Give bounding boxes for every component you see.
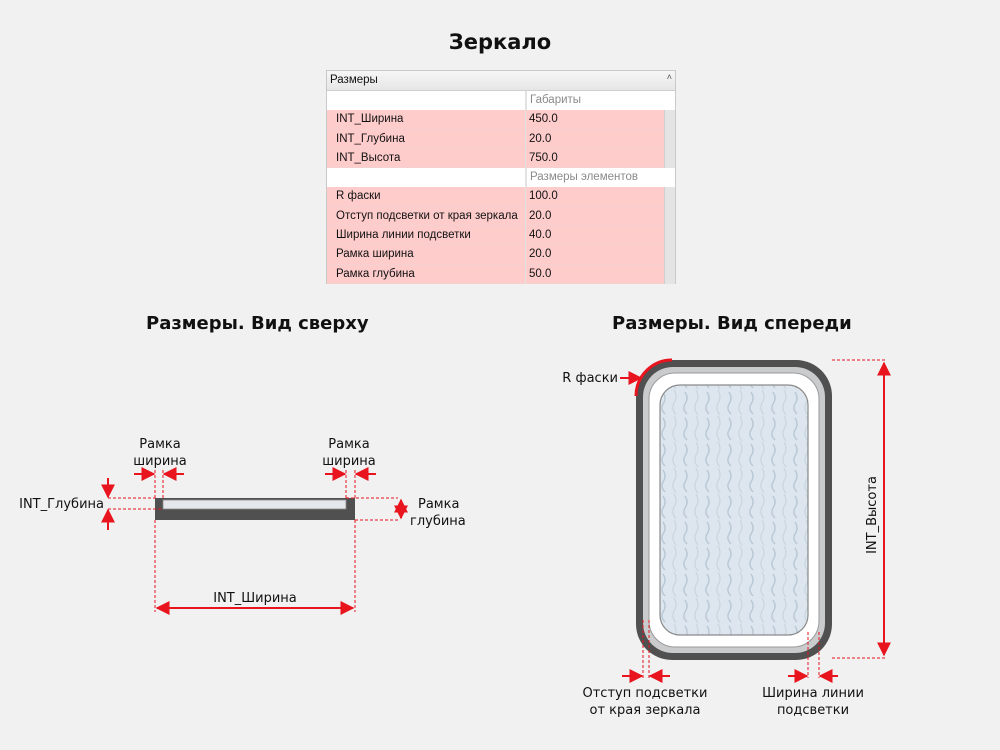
properties-group-label: Размеры	[330, 74, 378, 86]
label-frame-depth-2: глубина	[410, 514, 466, 529]
label-line-width-2: подсветки	[776, 703, 850, 718]
collapse-chevron-icon[interactable]: ˄	[666, 72, 672, 82]
front-mirror-glass	[660, 385, 808, 635]
label-line-width-1: Ширина линии	[762, 686, 864, 701]
group-label: Размеры элементов	[526, 168, 664, 187]
param-name: INT_Глубина	[327, 130, 526, 149]
label-frame-width-right-2: ширина	[322, 454, 376, 469]
front-view-diagram	[562, 360, 886, 718]
param-value[interactable]: 750.0	[526, 149, 664, 168]
param-name: Ширина линии подсветки	[327, 226, 526, 245]
param-name: Рамка глубина	[327, 265, 526, 284]
param-value[interactable]: 100.0	[526, 187, 664, 206]
label-height: INT_Высота	[865, 476, 880, 554]
label-chamfer: R фаски	[562, 371, 618, 386]
param-name: R фаски	[327, 187, 526, 206]
label-depth: INT_Глубина	[19, 497, 104, 512]
param-value[interactable]: 20.0	[526, 207, 664, 226]
param-value[interactable]: 40.0	[526, 226, 664, 245]
param-name: INT_Ширина	[327, 110, 526, 129]
front-view-title: Размеры. Вид спереди	[612, 313, 852, 334]
label-frame-depth-1: Рамка	[418, 497, 460, 512]
label-offset-2: от края зеркала	[589, 703, 701, 718]
param-name: Рамка ширина	[327, 245, 526, 264]
param-value[interactable]: 450.0	[526, 110, 664, 129]
param-name: INT_Высота	[327, 149, 526, 168]
top-view-title: Размеры. Вид сверху	[146, 313, 369, 334]
label-width: INT_Ширина	[213, 591, 297, 606]
label-frame-width-left-1: Рамка	[139, 437, 181, 452]
page-title: Зеркало	[448, 30, 552, 54]
top-mirror-glass	[163, 500, 346, 509]
label-offset-1: Отступ подсветки	[582, 686, 708, 701]
group-label: Габариты	[526, 91, 664, 110]
param-name: Отступ подсветки от края зеркала	[327, 207, 526, 226]
param-value[interactable]: 20.0	[526, 130, 664, 149]
label-frame-width-left-2: ширина	[133, 454, 187, 469]
top-view-diagram	[19, 437, 466, 612]
param-value[interactable]: 50.0	[526, 265, 664, 284]
label-frame-width-right-1: Рамка	[328, 437, 370, 452]
param-value[interactable]: 20.0	[526, 245, 664, 264]
